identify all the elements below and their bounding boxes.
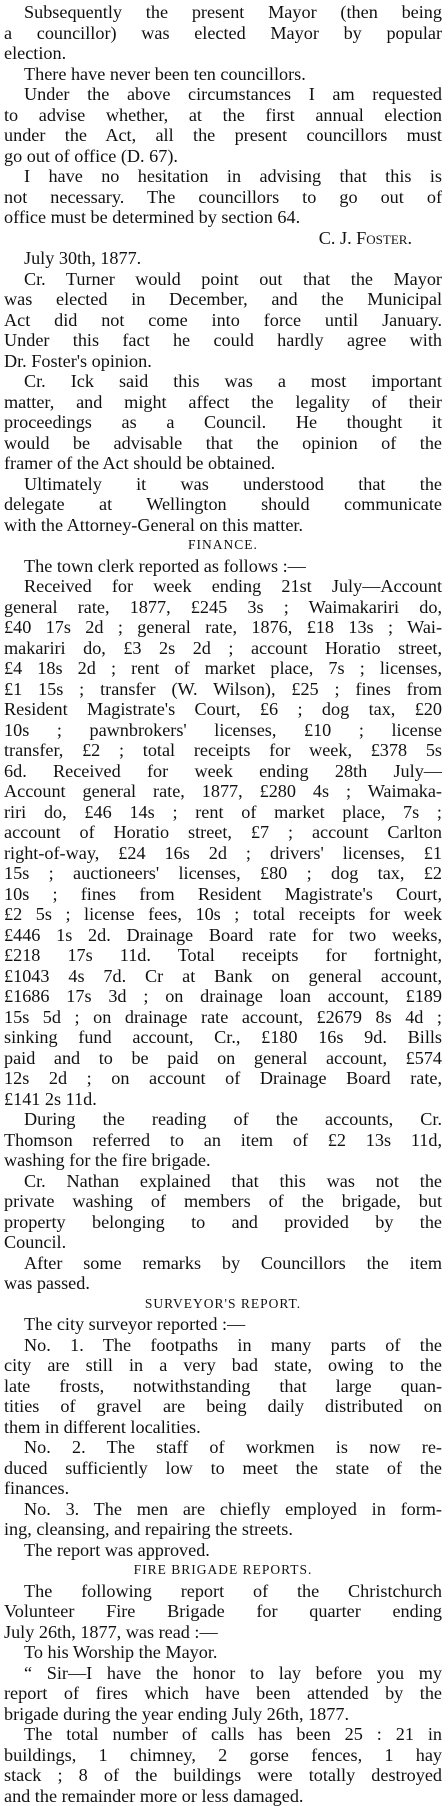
section-heading-surveyor: SURVEYOR'S REPORT. xyxy=(144,1295,302,1311)
text-line: delegate at Wellington should communicate xyxy=(4,494,442,514)
text-line: The city surveyor reported :— xyxy=(24,1314,246,1334)
signature: C. J. Foster. xyxy=(318,227,412,248)
text-line: riri do, £46 14s ; rent of market place, 7s ; xyxy=(4,801,442,822)
section-heading-finance: FINANCE. xyxy=(188,537,258,552)
text-line: £141 2s 11d. xyxy=(4,1088,97,1109)
text-line: ing, cleansing, and repairing the streets. xyxy=(4,1519,293,1539)
text-line: buildings, 1 chimney, 2 gorse fences, 1 hay xyxy=(4,1744,442,1765)
text-line: general rate, 1877, £245 3s ; Waimakariri do, xyxy=(4,596,442,617)
text-line: framer of the Act should be obtained. xyxy=(4,453,276,473)
paragraph-surveyor-no1 xyxy=(4,1335,442,1438)
paragraph-cr-nathan xyxy=(4,1171,442,1253)
text-line: Under this fact he could hardly agree with xyxy=(4,330,442,350)
paragraph-cr-thomson xyxy=(4,1109,442,1171)
text-line: private washing of members of the brigade, but xyxy=(4,1191,442,1211)
text-line: 15s ; auctioneers' licenses, £80 ; dog tax, £2 xyxy=(4,863,442,883)
text-line: Received for week ending 21st July—Account xyxy=(24,576,442,596)
paragraph-surveyor-no3 xyxy=(4,1499,442,1540)
text-line: Act did not come into force until January. xyxy=(4,309,442,330)
paragraph-cr-turner xyxy=(4,269,442,372)
text-line: right-of-way, £24 16s 2d ; drivers' licenses, £1 xyxy=(4,842,442,863)
text-line: No. 3. The men are chiefly employed in form- xyxy=(24,1498,442,1519)
text-line: them in different localities. xyxy=(4,1416,201,1437)
text-line: property belonging to and provided by the xyxy=(4,1211,442,1232)
text-line: go out of office (D. 67). xyxy=(4,145,178,166)
text-line: 12s 2d ; on account of Drainage Board rate, xyxy=(4,1068,442,1088)
text-line: stack ; 8 of the buildings were totally destroyed xyxy=(4,1765,442,1785)
text-line: Cr. Ick said this was a most important xyxy=(24,371,442,391)
text-line: report of fires which have been attended by the xyxy=(4,1683,442,1703)
text-line: washing for the fire brigade. xyxy=(4,1150,211,1170)
text-line: Cr. Turner would point out that the Mayor xyxy=(24,268,442,289)
text-line: Dr. Foster's opinion. xyxy=(4,350,152,371)
text-line: £2 5s ; license fees, 10s ; total receipts for week xyxy=(4,904,442,924)
text-line: No. 1. The footpaths in many parts of the xyxy=(24,1334,442,1355)
text-line: office must be determined by section 64. xyxy=(4,207,301,227)
paragraph-salutation xyxy=(4,1642,442,1663)
text-line: Under the above circumstances I am requested xyxy=(24,84,442,104)
paragraph-attorney-general xyxy=(4,474,442,536)
paragraph-advice-request xyxy=(4,84,442,166)
text-line: transfer, £2 ; total receipts for week, £378 5s xyxy=(4,740,442,760)
text-line: late frosts, notwithstanding that large quan- xyxy=(4,1375,442,1396)
text-line: brigade during the year ending July 26th, 1877. xyxy=(4,1703,349,1724)
text-line: Resident Magistrate's Court, £6 ; dog tax, £20 xyxy=(4,699,442,719)
text-line: was elected in December, and the Municipal xyxy=(4,289,442,309)
text-line: under the Act, all the present councillors must xyxy=(4,125,442,145)
text-line: The town clerk reported as follows :— xyxy=(24,555,306,576)
text-line: 10s ; fines from Resident Magistrate's Court, xyxy=(4,883,442,904)
text-line: “ Sir—I have the honor to lay before you my xyxy=(24,1662,442,1683)
text-line: £40 17s 2d ; general rate, 1876, £18 13s ; Wai- xyxy=(4,617,442,637)
text-line: £218 17s 11d. Total receipts for fortnight, xyxy=(4,945,442,965)
text-line: Account general rate, 1877, £280 4s ; Waimaka- xyxy=(4,781,442,801)
text-line: a councillor) was elected Mayor by popular xyxy=(4,22,442,43)
text-line: £1043 4s 7d. Cr at Bank on general account, xyxy=(4,965,442,986)
text-line: After some remarks by Councillors the item xyxy=(24,1252,442,1273)
paragraph-cr-ick xyxy=(4,371,442,474)
text-line: I have no hesitation in advising that this is xyxy=(24,166,442,186)
text-line: £1686 17s 3d ; on drainage loan account, £189 xyxy=(4,986,442,1006)
text-line: During the reading of the accounts, Cr. xyxy=(24,1109,442,1129)
text-line: tities of gravel are being daily distributed on xyxy=(4,1396,442,1416)
text-line: 15s 5d ; on drainage rate account, £2679 8s 4d ; xyxy=(4,1006,442,1027)
text-line: Ultimately it was understood that the xyxy=(24,473,442,494)
paragraph-councillor-count xyxy=(4,64,442,85)
section-heading-fire-brigade: FIRE BRIGADE REPORTS. xyxy=(133,1562,313,1577)
text-line: The report was approved. xyxy=(24,1539,210,1560)
text-line: 10s ; pawnbrokers' licenses, £10 ; license xyxy=(4,719,442,740)
text-line: would be advisable that the opinion of the xyxy=(4,432,442,453)
text-line: £446 1s 2d. Drainage Board rate for two weeks, xyxy=(4,924,442,945)
text-line: matter, and might affect the legality of their xyxy=(4,391,442,412)
text-line: duced sufficiently low to meet the state of the xyxy=(4,1457,442,1478)
paragraph-fire-brigade-intro xyxy=(4,1581,442,1643)
paragraph-item-passed xyxy=(4,1253,442,1294)
paragraph-report-approved xyxy=(4,1540,442,1561)
paragraph-surveyor-intro xyxy=(4,1314,442,1335)
paragraph-fire-report xyxy=(4,1663,442,1725)
text-line: finances. xyxy=(4,1478,70,1498)
text-line: to advise whether, at the first annual election xyxy=(4,104,442,125)
paragraph-receipts xyxy=(4,576,442,1109)
text-line: £1 15s ; transfer (W. Wilson), £25 ; fines from xyxy=(4,678,442,699)
text-line: 6d. Received for week ending 28th July— xyxy=(4,760,442,781)
text-line: with the Attorney-General on this matter. xyxy=(4,514,304,535)
text-line: city are still in a very bad state, owing to the xyxy=(4,1355,442,1375)
paragraph-legal-opinion xyxy=(4,166,442,228)
text-line: sinking fund account, Cr., £180 16s 9d. Bills xyxy=(4,1027,442,1047)
text-line: July 26th, 1877, was read :— xyxy=(4,1621,218,1642)
paragraph-fire-calls xyxy=(4,1724,442,1806)
text-line: The following report of the Christchurch xyxy=(24,1580,442,1601)
paragraph-surveyor-no2 xyxy=(4,1437,442,1499)
text-line: not necessary. The councillors to go out of xyxy=(4,186,442,207)
text-line: was passed. xyxy=(4,1273,90,1293)
text-line: proceedings as a Council. He thought it xyxy=(4,412,442,432)
text-line: election. xyxy=(4,43,67,63)
text-line: paid and to be paid on general account, £574 xyxy=(4,1047,442,1068)
paragraph-town-clerk xyxy=(4,556,442,577)
text-line: To his Worship the Mayor. xyxy=(24,1642,218,1662)
text-line: Subsequently the present Mayor (then being xyxy=(24,2,442,22)
text-line: There have never been ten councillors. xyxy=(24,63,306,84)
text-line: No. 2. The staff of workmen is now re- xyxy=(24,1437,442,1457)
text-line: account of Horatio street, £7 ; account Carlton xyxy=(4,822,442,842)
paragraph-election-background xyxy=(4,2,442,64)
text-line: Volunteer Fire Brigade for quarter ending xyxy=(4,1601,442,1621)
dateline: July 30th, 1877. xyxy=(24,248,142,268)
text-line: and the remainder more or less damaged. xyxy=(4,1785,304,1806)
text-line: Thomson referred to an item of £2 13s 11d, xyxy=(4,1129,442,1150)
text-line: Council. xyxy=(4,1232,67,1252)
text-line: £4 18s 2d ; rent of market place, 7s ; licenses, xyxy=(4,658,442,678)
text-line: Cr. Nathan explained that this was not the xyxy=(24,1170,442,1191)
text-line: makariri do, £3 2s 2d ; account Horatio street, xyxy=(4,637,442,658)
text-line: The total number of calls has been 25 : 21 in xyxy=(24,1724,442,1744)
